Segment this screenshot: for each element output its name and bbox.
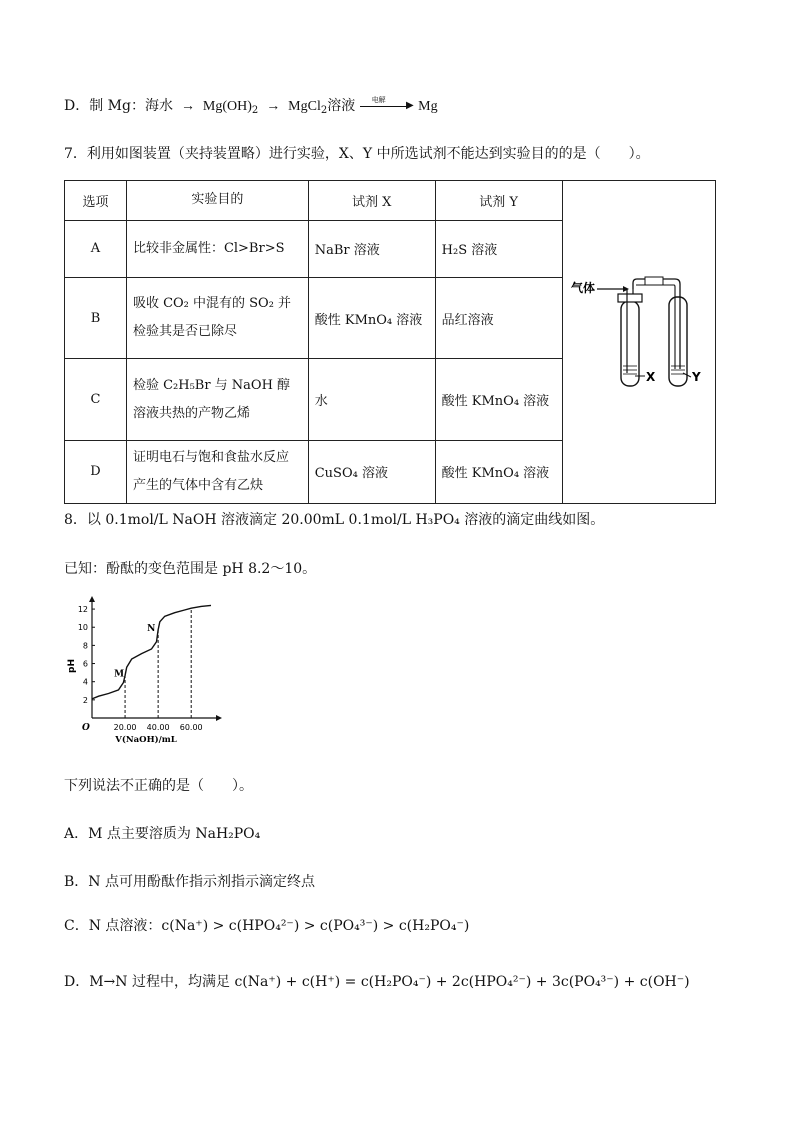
row-a-aim: 比较非金属性：Cl>Br>S [126,220,308,277]
row-d-y: 酸性 KMnO₄ 溶液 [435,440,562,503]
row-b-y: 品红溶液 [435,277,562,359]
header-reagent-x: 试剂 X [308,181,435,221]
gas-label: 气体 [570,281,595,295]
mgoh2-formula: Mg(OH) [202,99,252,114]
row-d-x: CuSO₄ 溶液 [308,440,435,503]
y-label: Y [691,370,701,384]
choice-a: A．M 点主要溶质为 NaH₂PO₄ [64,826,261,842]
choice-c: C．N 点溶液：c(Na⁺) > c(HPO₄²⁻) > c(PO₄³⁻) > c(H₂PO₄⁻) [64,918,470,934]
mg-product: Mg [418,99,438,114]
point-label-n: N [147,623,156,634]
solution-word: 溶液 [327,98,356,114]
row-b-option: B [65,277,127,359]
mgoh2-subscript: 2 [251,105,259,116]
mgcl2-formula: MgCl [288,99,321,114]
y-tick-label: 4 [82,677,88,687]
test-tube-x [621,301,639,386]
q6d-label: D．制 Mg：海水 [64,98,173,114]
row-c-aim: 检验 C₂H₅Br 与 NaOH 醇溶液共热的产物乙烯 [126,359,308,441]
y-axis-label: pH [67,659,77,673]
y-tick-label: 6 [82,659,88,669]
q8-question: 下列说法不正确的是（ ）。 [64,778,253,794]
row-c-option: C [65,359,127,441]
y-axis-arrow [89,596,95,602]
q8-known: 已知：酚酞的变色范围是 pH 8.2～10。 [64,561,317,577]
row-b-x: 酸性 KMnO₄ 溶液 [308,277,435,359]
test-tube-y [669,297,687,386]
x-label: X [645,370,655,384]
row-a-x: NaBr 溶液 [308,220,435,277]
table-header-row [65,181,716,221]
header-reagent-y: 试剂 Y [435,181,562,221]
choice-b: B．N 点可用酚酞作指示剂指示滴定终点 [64,874,315,890]
q8-stem: 8．以 0.1mol/L NaOH 溶液滴定 20.00mL 0.1mol/L H₃PO₄ 溶液的滴定曲线如图。 [64,512,605,528]
q6-option-d: D．制 Mg：海水 → $Mg(OH)_2$ → MgCl$_2$溶液 电解 ▶ Mg [64,96,438,117]
apparatus-diagram [563,181,713,499]
q7-table [64,180,716,504]
y-tick-label: 8 [82,641,88,651]
apparatus-figure-cell [562,181,715,504]
y-tick-label: 10 [77,623,88,633]
row-c-x: 水 [308,359,435,441]
row-d-aim: 证明电石与饱和食盐水反应产生的气体中含有乙炔 [126,440,308,503]
row-d-option: D [65,440,127,503]
x-tick-label: 20.00 [113,723,137,732]
mgcl2-subscript: 2 [320,105,328,116]
row-a-option: A [65,220,127,277]
y-tick-label: 12 [77,605,88,615]
choice-d: D．M→N 过程中，均满足 c(Na⁺) + c(H⁺) = c(H₂PO₄⁻) + 2c(HPO₄²⁻) + 3c(PO₄³⁻) + c(OH⁻) [64,974,690,990]
titration-curve [92,605,211,699]
row-c-y: 酸性 KMnO₄ 溶液 [435,359,562,441]
row-b-aim: 吸收 CO₂ 中混有的 SO₂ 并检验其是否已除尽 [126,277,308,359]
header-aim: 实验目的 [126,181,308,221]
origin-label: O [82,723,90,733]
y-tick-label: 2 [82,695,88,705]
q7-stem: 7．利用如图装置（夹持装置略）进行实验，X、Y 中所选试剂不能达到实验目的的是（ ）。 [64,146,650,162]
x-axis-label: V(NaOH)/mL [115,735,177,745]
electrolysis-label: 电解 [371,96,386,104]
header-option: 选项 [65,181,127,221]
row-a-y: H₂S 溶液 [435,220,562,277]
x-axis-arrow [216,715,222,721]
titration-curve-chart [64,594,224,754]
x-tick-label: 40.00 [146,723,170,732]
point-label-m: M [114,669,125,680]
electrolysis-arrow: 电解 ▶ [360,99,414,113]
x-tick-label: 60.00 [179,723,203,732]
